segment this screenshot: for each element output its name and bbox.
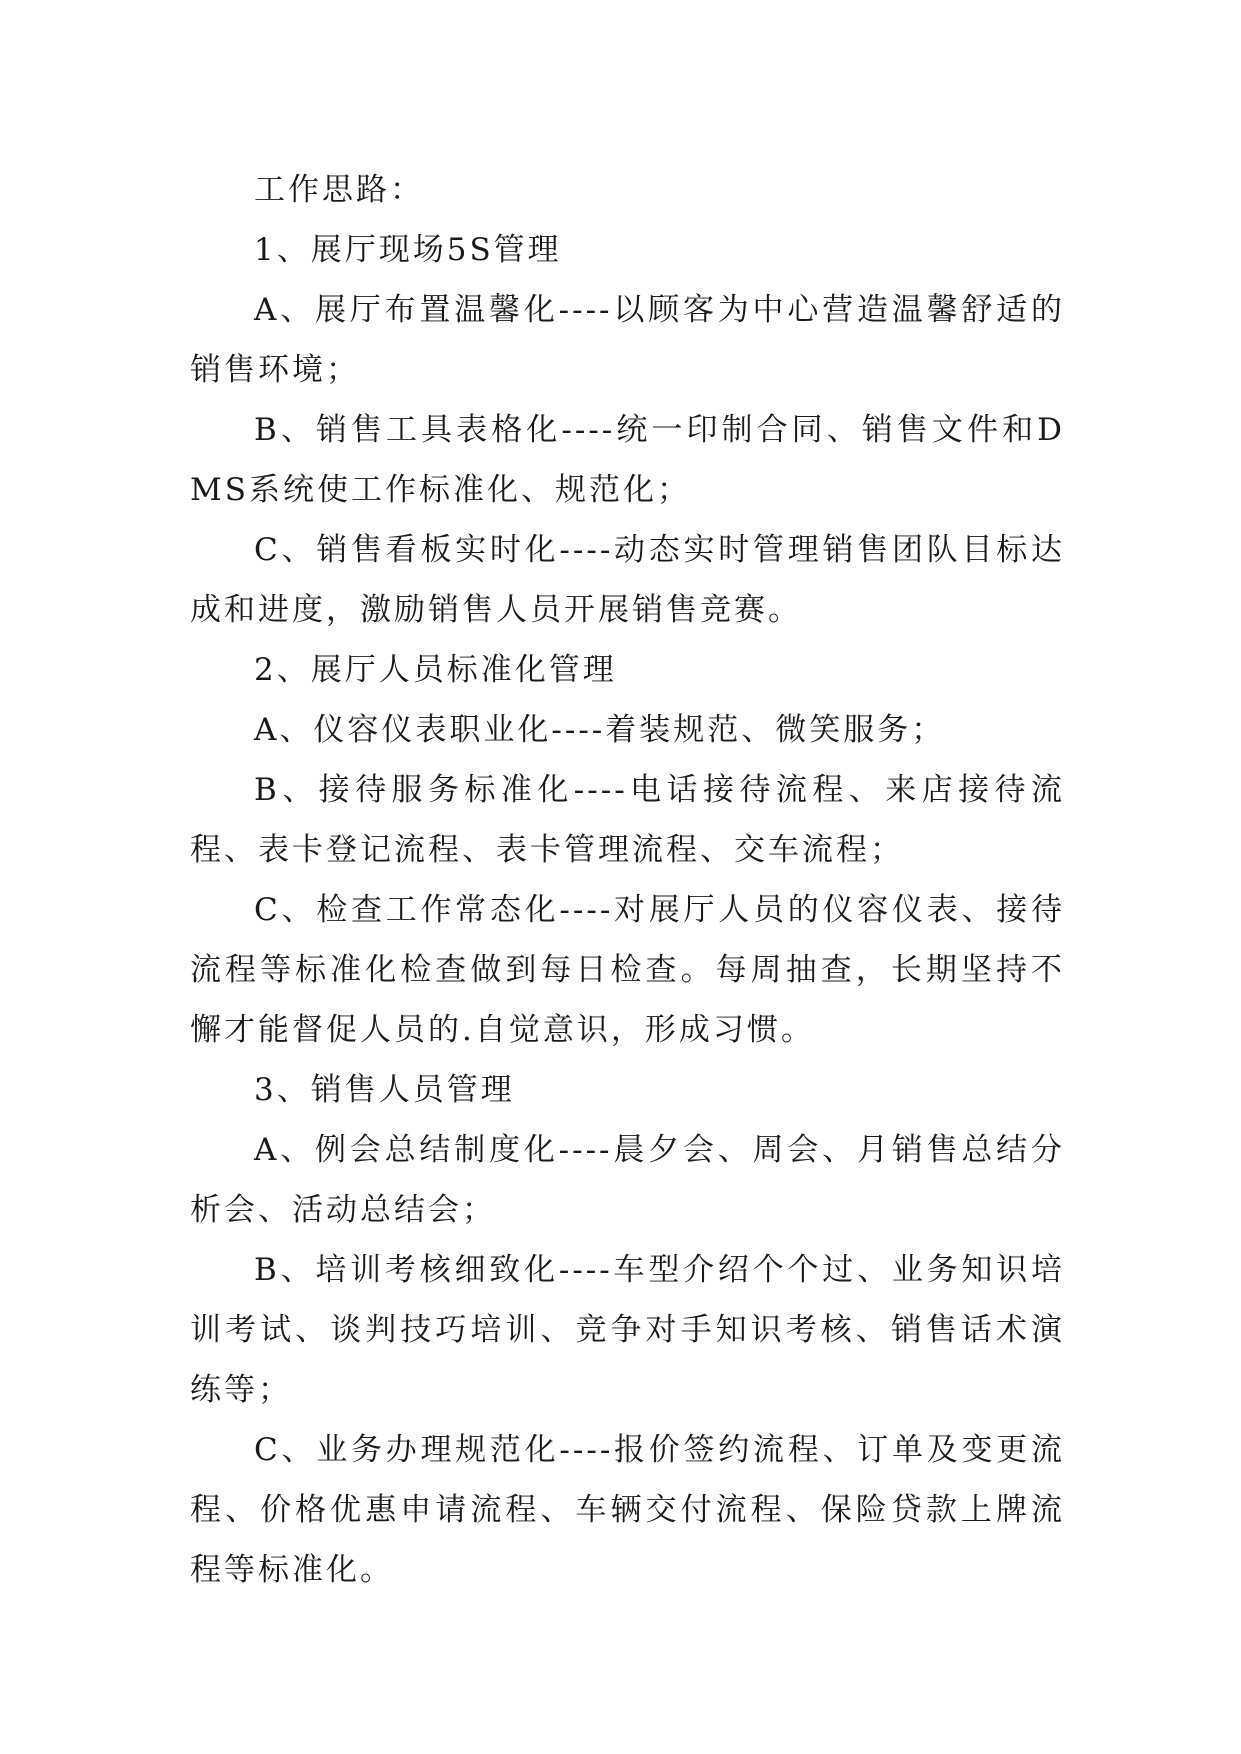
paragraph-training: B、培训考核细致化----车型介绍个个过、业务知识培训考试、谈判技巧培训、竞争对手知识考核、销售话术演练等； <box>190 1252 1065 1408</box>
paragraph-meetings: A、例会总结制度化----晨夕会、周会、月销售总结分析会、活动总结会； <box>190 1132 1065 1228</box>
section-heading-staff-standardization: 2、展厅人员标准化管理 <box>254 652 617 688</box>
paragraph-reception-service: B、接待服务标准化----电话接待流程、来店接待流程、表卡登记流程、表卡管理流程、交车流程； <box>190 772 1065 868</box>
paragraph-sales-tools: B、销售工具表格化----统一印制合同、销售文件和DMS系统使工作标准化、规范化； <box>190 412 1065 508</box>
paragraph-business-process: C、业务办理规范化----报价签约流程、订单及变更流程、价格优惠申请流程、车辆交付流程、保险贷款上牌流程等标准化。 <box>190 1432 1065 1588</box>
paragraph-inspection: C、检查工作常态化----对展厅人员的仪容仪表、接待流程等标准化检查做到每日检查。每周抽查，长期坚持不懈才能督促人员的.自觉意识，形成习惯。 <box>190 892 1065 1048</box>
paragraph-showroom-layout: A、展厅布置温馨化----以顾客为中心营造温馨舒适的销售环境； <box>190 292 1065 388</box>
paragraph-appearance: A、仪容仪表职业化----着装规范、微笑服务； <box>254 712 946 748</box>
document-body <box>190 160 1065 1600</box>
section-heading-sales-staff: 3、销售人员管理 <box>254 1072 515 1108</box>
paragraph-sales-board: C、销售看板实时化----动态实时管理销售团队目标达成和进度，激励销售人员开展销售竞赛。 <box>190 532 1065 628</box>
section-heading-work-approach: 工作思路： <box>254 172 424 208</box>
section-heading-showroom-5s: 1、展厅现场5S管理 <box>254 232 562 268</box>
